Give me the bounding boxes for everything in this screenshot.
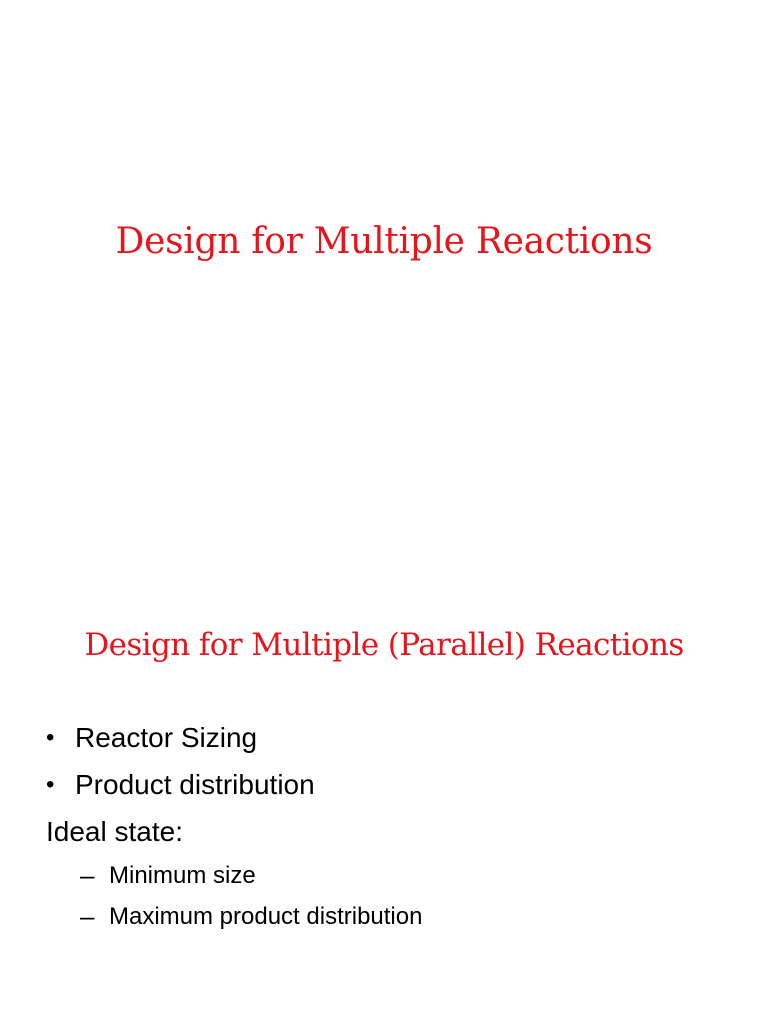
bullet-item	[46, 714, 422, 761]
bullet-text: Reactor Sizing	[75, 721, 258, 753]
sub-bullet-text: Maximum product distribution	[109, 902, 423, 930]
dash-icon: –	[80, 860, 95, 890]
bullet-item	[46, 761, 422, 808]
sub-bullet-text: Minimum size	[109, 861, 256, 889]
slide-1-title: Design for Multiple Reactions	[115, 221, 653, 262]
slide-2	[0, 576, 768, 1024]
sub-bullet-item	[46, 855, 422, 896]
ideal-state-label: Ideal state:	[46, 815, 183, 847]
dash-icon: –	[80, 901, 95, 931]
slide-2-body	[46, 714, 422, 937]
bullet-icon: •	[46, 770, 55, 798]
slide-2-title: Design for Multiple (Parallel) Reactions	[84, 627, 684, 663]
sub-bullet-item	[46, 896, 422, 937]
bullet-icon: •	[46, 723, 55, 751]
bullet-text: Product distribution	[75, 768, 315, 800]
